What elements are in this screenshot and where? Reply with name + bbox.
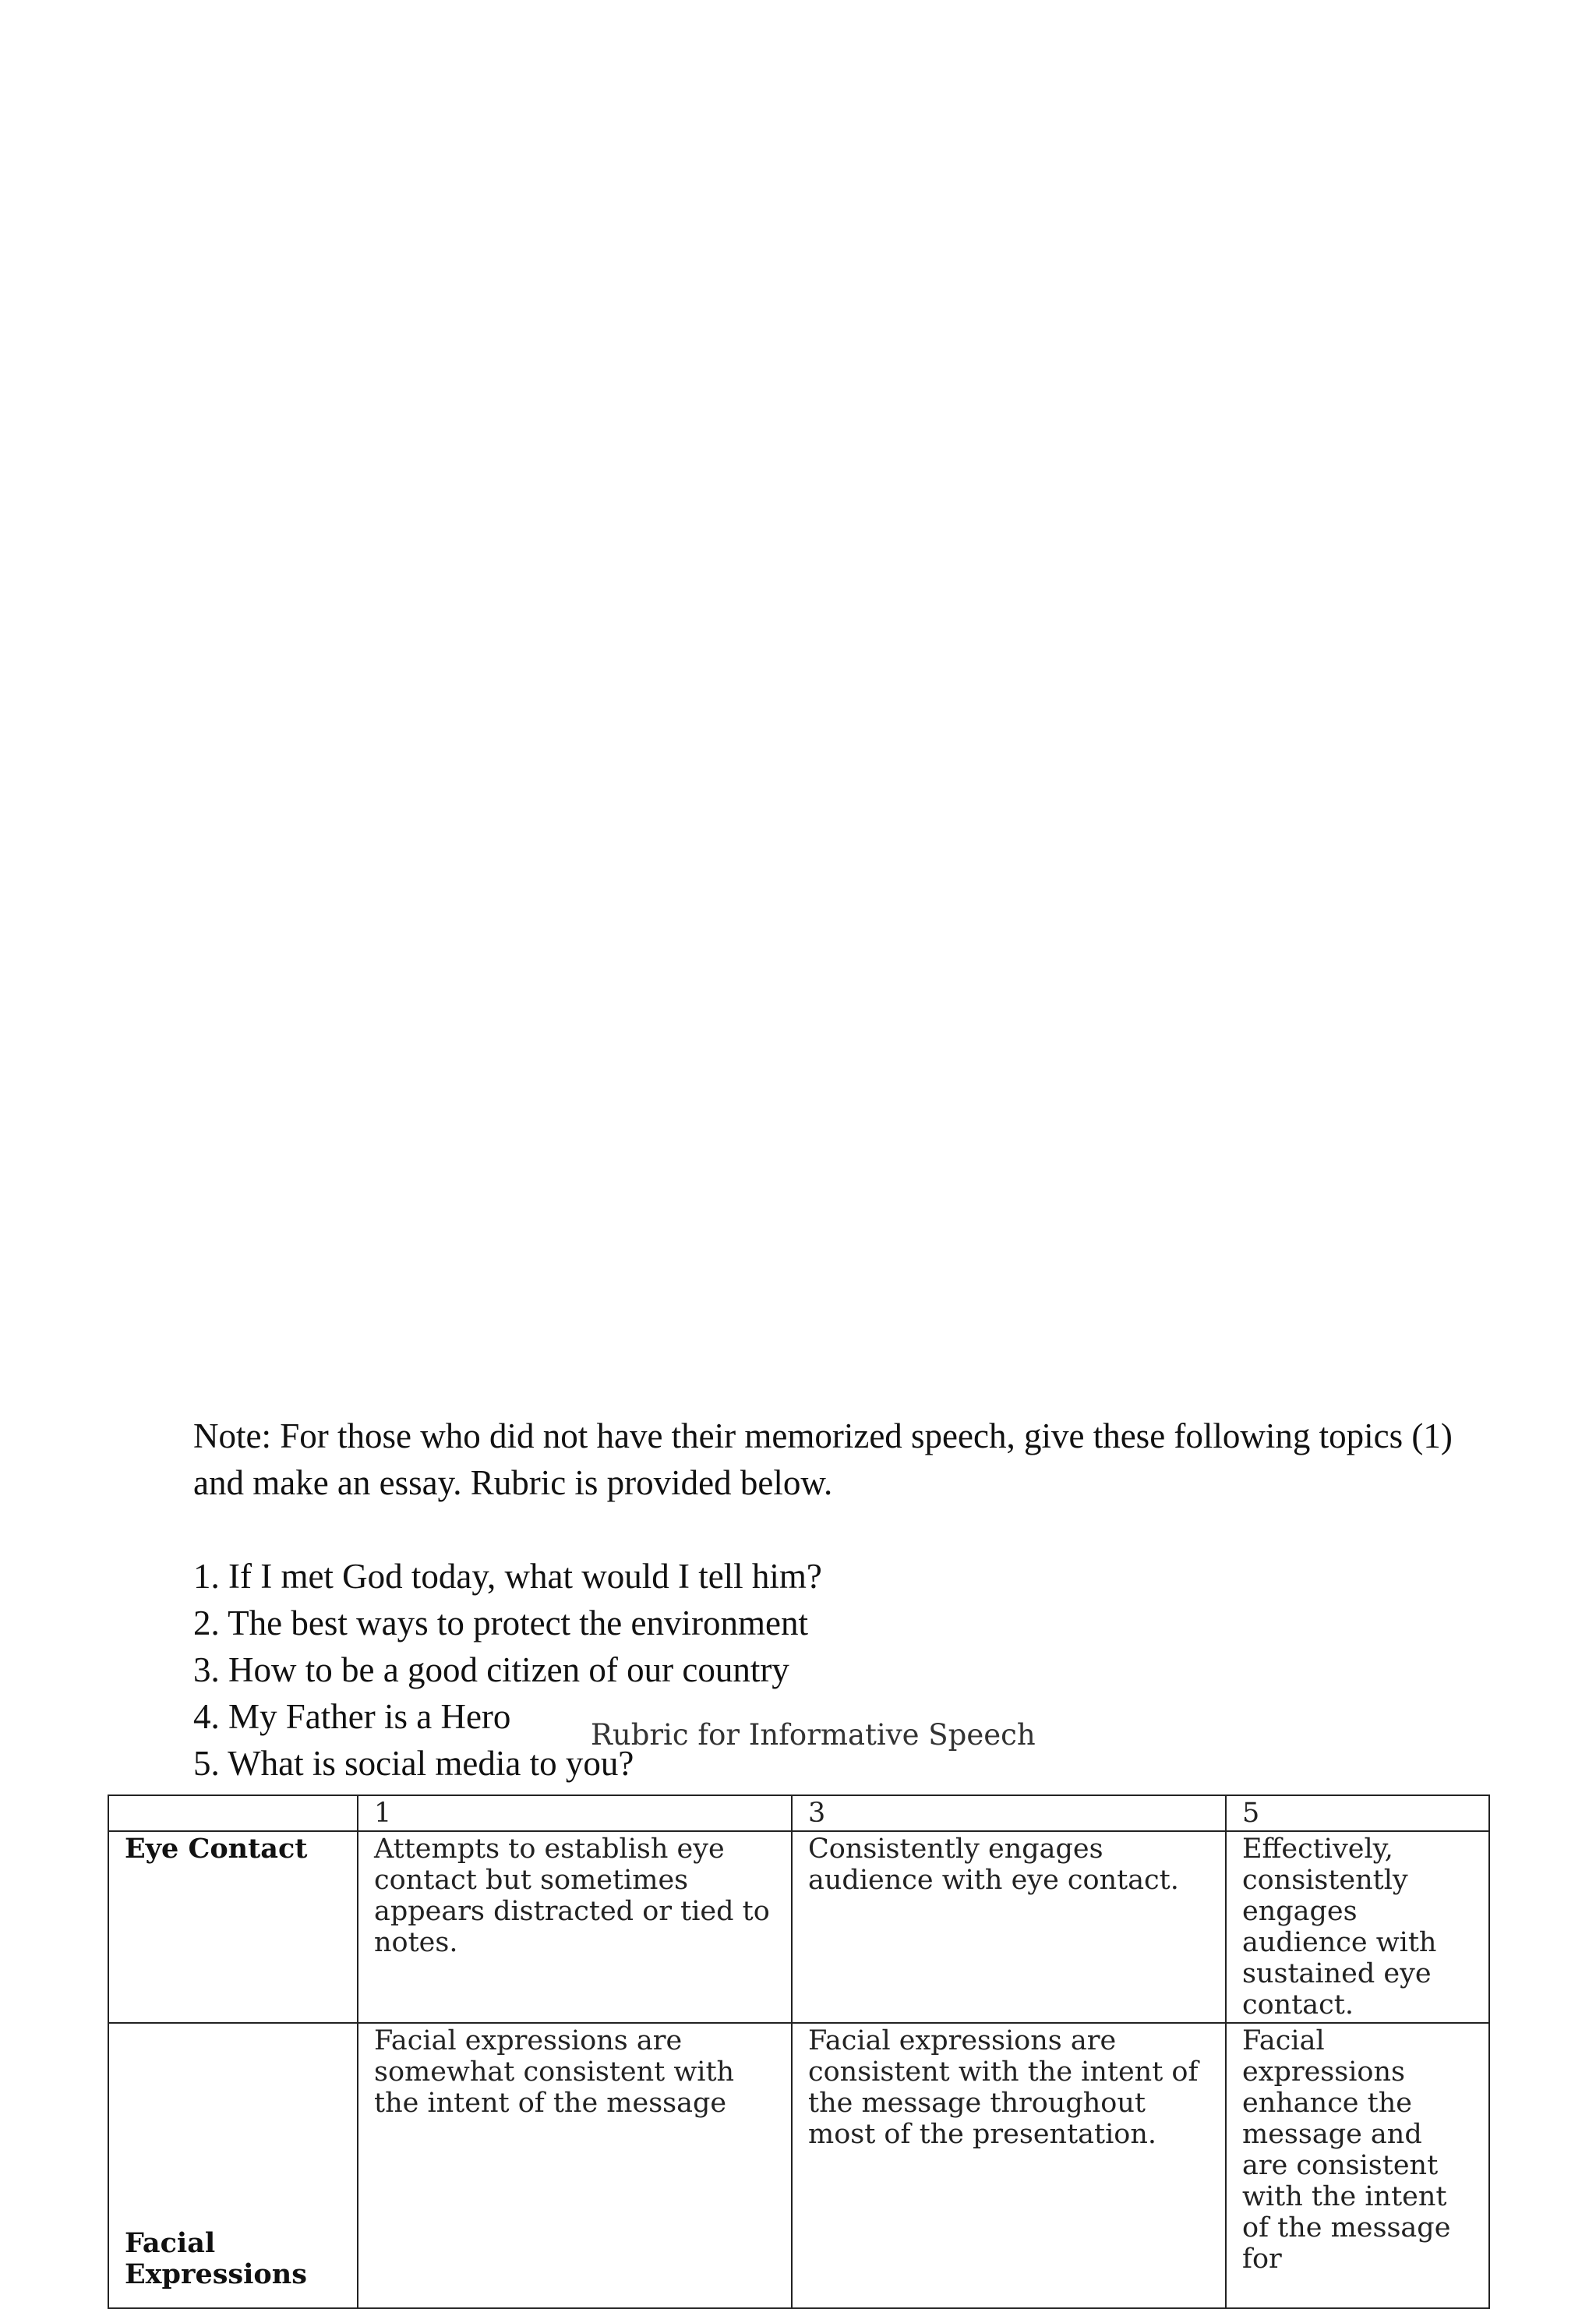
note-paragraph: Note: For those who did not have their memorized speech, give these following topics (1) and make an essay. Rubric is provided below. — [193, 1416, 1453, 1502]
rubric-cell: Facial expressions are consistent with the intent of the message throughout most of the presentation. — [792, 2023, 1226, 2308]
rubric-cell: Consistently engages audience with eye contact. — [792, 1831, 1226, 2023]
rubric-row-facial-expressions — [108, 2023, 1489, 2308]
rubric-cell: Attempts to establish eye contact but sometimes appears distracted or tied to notes. — [358, 1831, 792, 2023]
topic-item: 2. The best ways to protect the environment — [193, 1604, 808, 1642]
rubric-table — [108, 1795, 1490, 2309]
rubric-header-cell: 5 — [1226, 1795, 1489, 1831]
criterion-label: Eye Contact — [108, 1831, 358, 2023]
rubric-cell: Facial expressions are somewhat consistent with the intent of the message — [358, 2023, 792, 2308]
rubric-cell: Facial expressions enhance the message and are consistent with the intent of the message for — [1226, 2023, 1489, 2308]
topic-item: 1. If I met God today, what would I tell him? — [193, 1557, 822, 1596]
rubric-header-cell: 1 — [358, 1795, 792, 1831]
rubric-row-eye-contact — [108, 1831, 1489, 2023]
topic-item: 4. My Father is a Hero — [193, 1697, 511, 1736]
criterion-label: Facial Expressions — [108, 2023, 358, 2308]
rubric-title: Rubric for Informative Speech — [591, 1718, 1036, 1752]
rubric-header-cell — [108, 1795, 358, 1831]
rubric-header-cell: 3 — [792, 1795, 1226, 1831]
rubric-header-row — [108, 1795, 1489, 1831]
topic-item: 5. What is social media to you? — [193, 1744, 634, 1783]
rubric-cell: Effectively, consistently engages audience with sustained eye contact. — [1226, 1831, 1489, 2023]
topic-item: 3. How to be a good citizen of our country — [193, 1650, 789, 1689]
